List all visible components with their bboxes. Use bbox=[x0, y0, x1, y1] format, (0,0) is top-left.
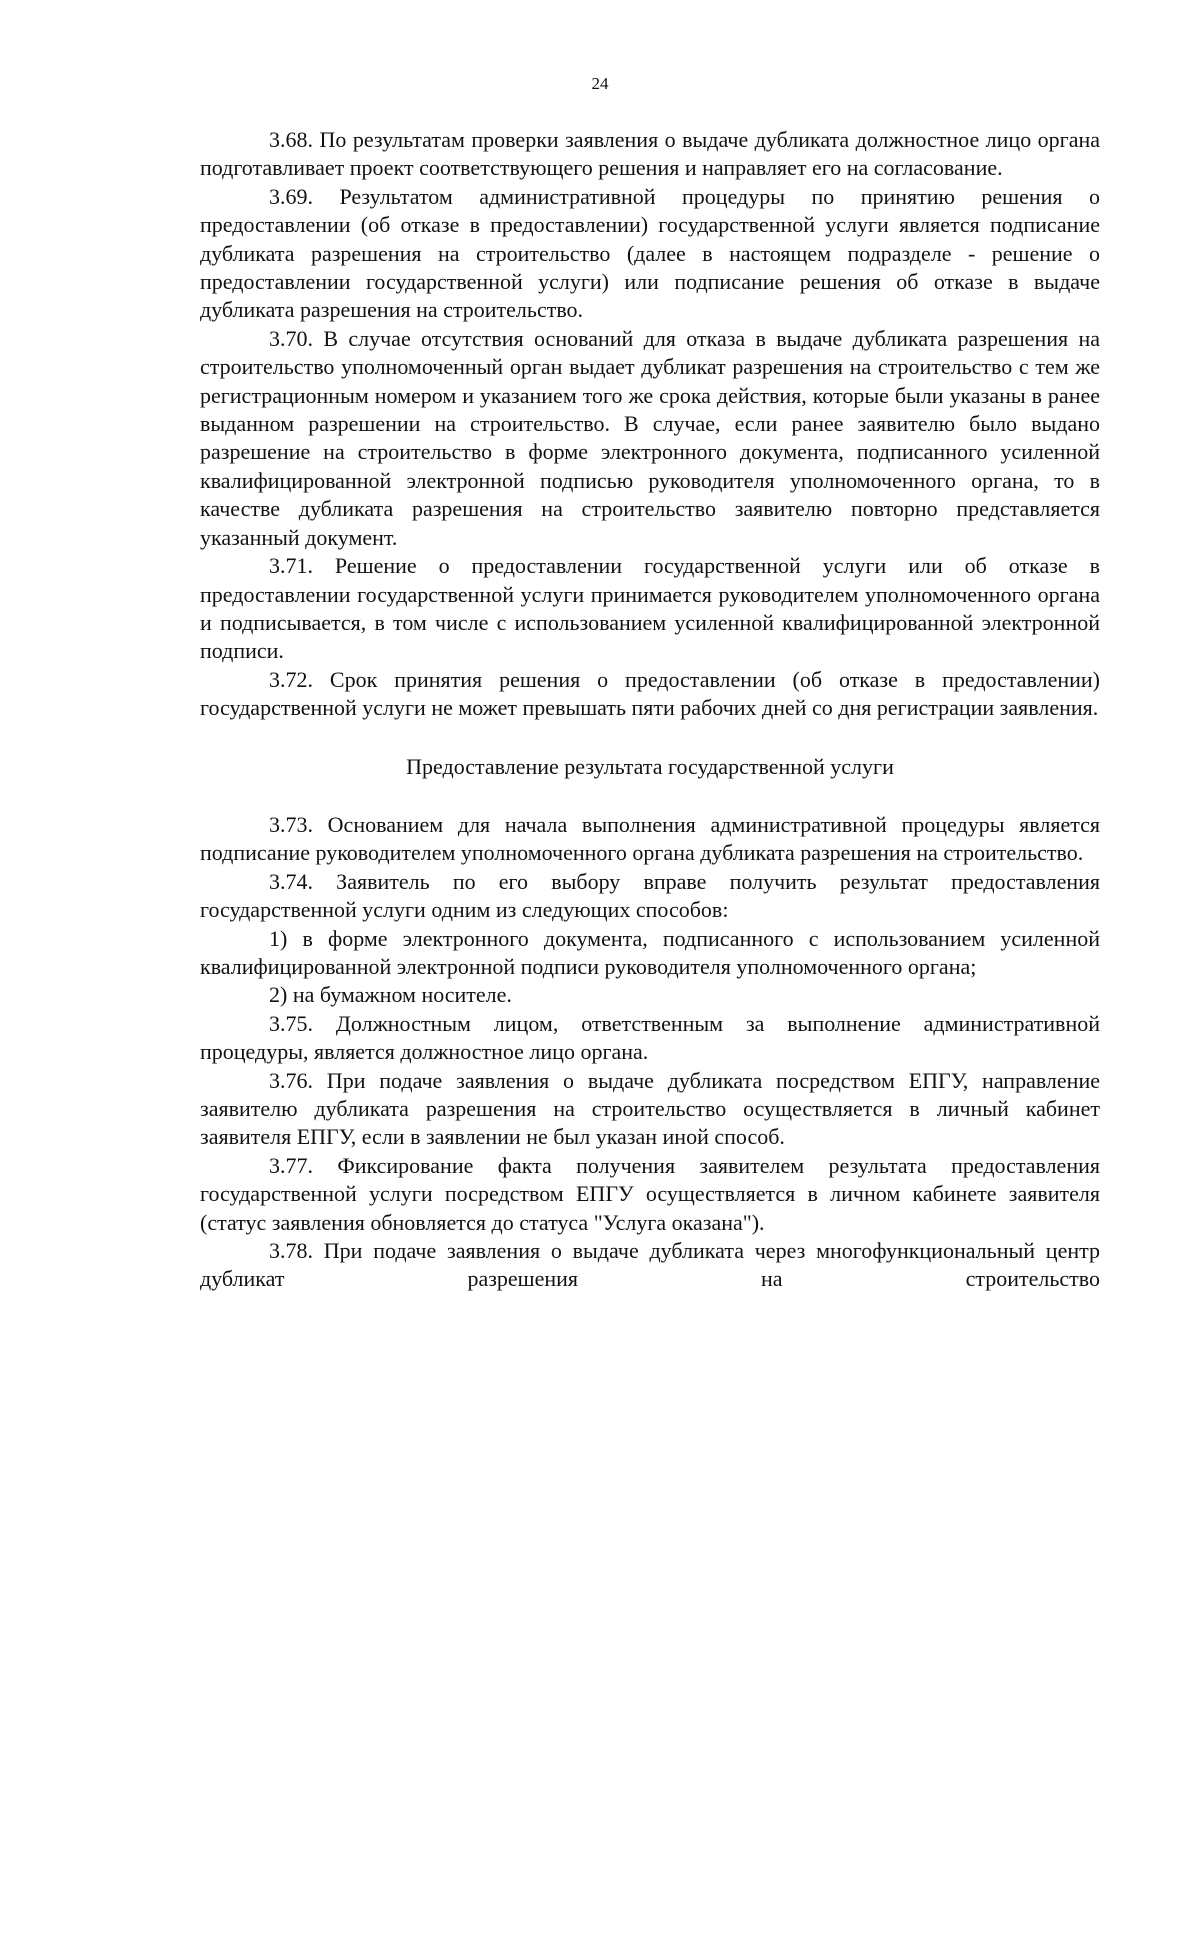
paragraph-3-74: 3.74. Заявитель по его выбору вправе получить результат предоставления государственной услуги одним из следующих способов: bbox=[200, 868, 1100, 923]
paragraph-3-75: 3.75. Должностным лицом, ответственным за выполнение административной процедуры, является должностное лицо органа. bbox=[200, 1010, 1100, 1065]
paragraph-3-73: 3.73. Основанием для начала выполнения административной процедуры является подписание руководителем уполномоченного органа дубликата разрешения на строительство. bbox=[200, 811, 1100, 866]
paragraph-3-71: 3.71. Решение о предоставлении государственной услуги или об отказе в предоставлении государственной услуги принимается руководителем уполномоченного органа и подписывается, в том числе с использованием усиленной квалифицированной электронной подписи. bbox=[200, 553, 1100, 664]
list-item-2: 2) на бумажном носителе. bbox=[269, 982, 512, 1008]
document-body bbox=[200, 126, 1100, 1294]
paragraph-3-69: 3.69. Результатом административной процедуры по принятию решения о предоставлении (об отказе в предоставлении) государственной услуги является подписание дубликата разрешения на строительство (далее в настоящем подразделе - решение о предоставлении государственной услуги) или подписание решения об отказе в выдаче дубликата разрешения на строительство. bbox=[200, 183, 1100, 323]
paragraph-3-78: 3.78. При подаче заявления о выдаче дубликата через многофункциональный центр дубликат разрешения на строительство bbox=[200, 1238, 1100, 1292]
paragraph-3-70: 3.70. В случае отсутствия оснований для отказа в выдаче дубликата разрешения на строительство уполномоченный орган выдает дубликат разрешения на строительство с тем же регистрационным номером и указанием того же срока действия, которые были указаны в ранее выданном разрешении на строительство. В случае, если ранее заявителю было выдано разрешение на строительство в форме электронного документа, подписанного усиленной квалифицированной электронной подписью руководителя уполномоченного органа, то в качестве дубликата разрешения на строительство заявителю повторно представляется указанный документ. bbox=[200, 325, 1100, 550]
list-item-1: 1) в форме электронного документа, подписанного с использованием усиленной квалифицированной электронной подписи руководителя уполномоченного органа; bbox=[200, 925, 1100, 979]
section-heading: Предоставление результата государственной услуги bbox=[406, 753, 894, 779]
paragraph-3-68: 3.68. По результатам проверки заявления о выдаче дубликата должностное лицо органа подготавливает проект соответствующего решения и направляет его на согласование. bbox=[200, 127, 1100, 181]
paragraph-3-76: 3.76. При подаче заявления о выдаче дубликата посредством ЕПГУ, направление заявителю дубликата разрешения на строительство осуществляется в личный кабинет заявителя ЕПГУ, если в заявлении не был указан иной способ. bbox=[200, 1067, 1100, 1150]
page-number: 24 bbox=[591, 74, 609, 93]
paragraph-3-72: 3.72. Срок принятия решения о предоставлении (об отказе в предоставлении) государственной услуги не может превышать пяти рабочих дней со дня регистрации заявления. bbox=[200, 666, 1100, 721]
paragraph-3-77: 3.77. Фиксирование факта получения заявителем результата предоставления государственной услуги посредством ЕПГУ осуществляется в личном кабинете заявителя (статус заявления обновляется до статуса "Услуга оказана"). bbox=[200, 1152, 1100, 1235]
